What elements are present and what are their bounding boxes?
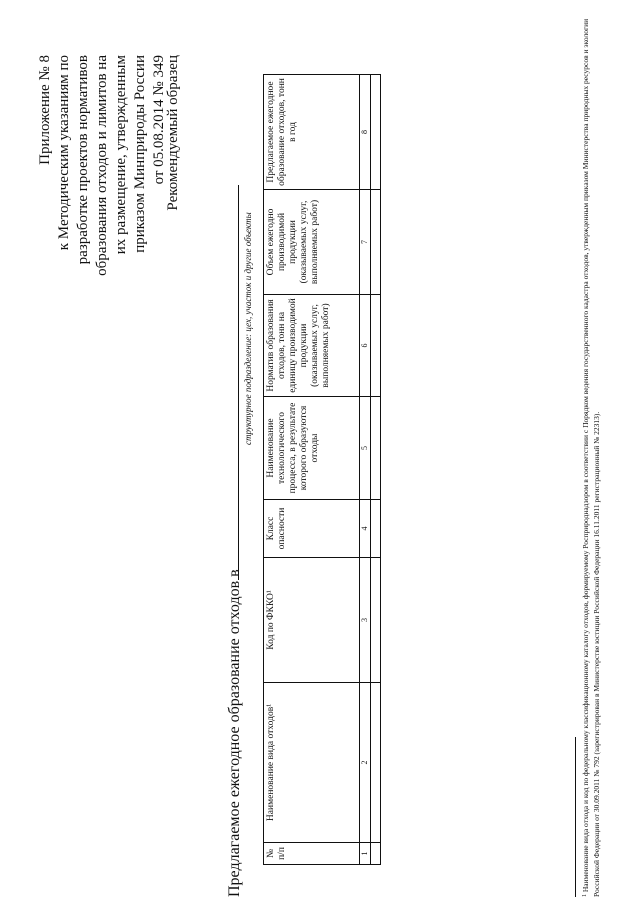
empty-cell: [371, 500, 381, 558]
column-number: 1: [360, 843, 371, 865]
column-number: 4: [360, 500, 371, 558]
header-line: разработке проектов нормативов: [75, 55, 91, 265]
sample-label: Рекомендуемый образец: [165, 55, 181, 211]
empty-cell: [371, 558, 381, 683]
header-cell: Код по ФККО¹: [264, 558, 360, 683]
header-cell: Класс опасности: [264, 500, 360, 558]
header-line: образования отходов и лимитов на: [94, 55, 110, 276]
column-number: 8: [360, 75, 371, 190]
footnote-marker: 1: [582, 894, 588, 897]
empty-cell: [371, 397, 381, 500]
header-cell: Предлагаемое ежегодное образование отходов, тонн в год: [264, 75, 360, 190]
column-number: 5: [360, 397, 371, 500]
header-line: к Методическим указаниям по: [56, 55, 72, 251]
empty-cell: [371, 190, 381, 295]
empty-cell: [371, 295, 381, 397]
header-cell: Наименование вида отходов¹: [264, 683, 360, 843]
empty-data-row: [371, 75, 381, 865]
empty-cell: [371, 843, 381, 865]
column-number-row: [360, 75, 371, 865]
header-cell: № п/п: [264, 843, 360, 865]
column-number: 3: [360, 558, 371, 683]
header-cell: Наименование технологического процесса, в результате которого образуются отходы: [264, 397, 360, 500]
subdivision-caption: структурное подразделение: цех, участок и другие объекты: [243, 212, 253, 445]
header-line: от 05.08.2014 № 349: [151, 55, 167, 185]
column-number: 6: [360, 295, 371, 397]
empty-cell: [371, 683, 381, 843]
column-number: 7: [360, 190, 371, 295]
column-number: 2: [360, 683, 371, 843]
subdivision-fill-line: [238, 185, 239, 580]
waste-table: [263, 74, 381, 865]
header-line: приказом Минприроды России: [132, 55, 148, 253]
empty-cell: [371, 75, 381, 190]
header-line: их размещение, утвержденным: [113, 55, 129, 255]
header-cell: Объем ежегодно производимой продукции (оказываемых услуг, выполняемых работ): [264, 190, 360, 295]
footnote: [580, 7, 602, 897]
header-cell: Норматив образования отходов, тонн на единицу производимой продукции (оказываемых услуг, выполняемых работ): [264, 295, 360, 397]
footnote-separator: [575, 737, 576, 897]
appendix-header: [36, 55, 169, 276]
table-header-row: [264, 75, 360, 865]
header-line: Приложение № 8: [37, 55, 53, 165]
footnote-text: Наименование вида отхода и код по федеральному классификационному каталогу отходов, формируемому Росприроднадзором в соответствии с Порядком ведения государственного кадастра отходов, утвержденным приказом Министерства природных ресурсов и экологии Российской Федерации от 30.09.2011 № 792 (зарегистрирован в Министерстве юстиции Российской Федерации 16.11.2011 регистрационный № 22313).: [581, 18, 601, 897]
form-title: Предлагаемое ежегодное образование отходов в: [226, 569, 243, 897]
